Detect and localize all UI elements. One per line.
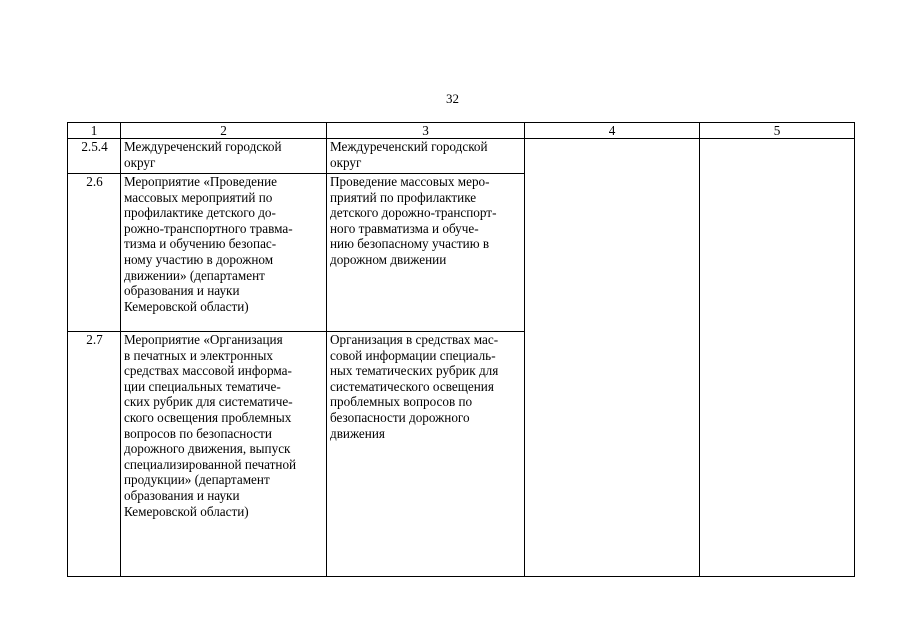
measure-name-text: Мероприятие «Проведение массовых мероприятий по профилактике детского до- рожно-транспортного травма- тизма и обучению безопас- ному участию в дорожном движении» (департамент образования и науки Кемеровской области) [124,174,293,314]
empty-cell-col-5 [700,139,855,577]
measure-content-text: Организация в средствах мас- совой информации специаль- ных тематических рубрик для систематического освещения проблемных вопросов по безопасности дорожного движения [330,332,499,441]
measure-name-text: Междуреченский городской округ [124,139,282,170]
table-row [68,139,855,174]
measure-name-text: Мероприятие «Организация в печатных и электронных средствах массовой информа- ции специальных тематиче- ских рубрик для систематиче- ского освещения проблемных вопросов по безопасности дорожного движения, выпуск специализированной печатной продукции» (департамент образования и науки Кемеровской области) [124,332,297,519]
header-col-4: 4 [525,123,700,139]
measure-name-cell [121,174,327,332]
measure-name-cell [121,139,327,174]
header-row [68,123,855,139]
measure-content-text: Междуреченский городской округ [330,139,488,170]
measure-name-cell [121,332,327,577]
header-col-1: 1 [68,123,121,139]
empty-cell-col-4 [525,139,700,577]
page-number: 32 [446,91,459,106]
header-col-3: 3 [327,123,525,139]
header-col-5: 5 [700,123,855,139]
row-number: 2.7 [68,332,121,577]
row-number: 2.6 [68,174,121,332]
measure-content-cell [327,139,525,174]
measures-table [67,122,855,577]
header-col-2: 2 [121,123,327,139]
measure-content-cell [327,174,525,332]
measure-content-text: Проведение массовых меро- приятий по профилактике детского дорожно-транспорт- ного травматизма и обуче- нию безопасному участию в дорожном движении [330,174,497,267]
row-number: 2.5.4 [68,139,121,174]
measure-content-cell [327,332,525,577]
